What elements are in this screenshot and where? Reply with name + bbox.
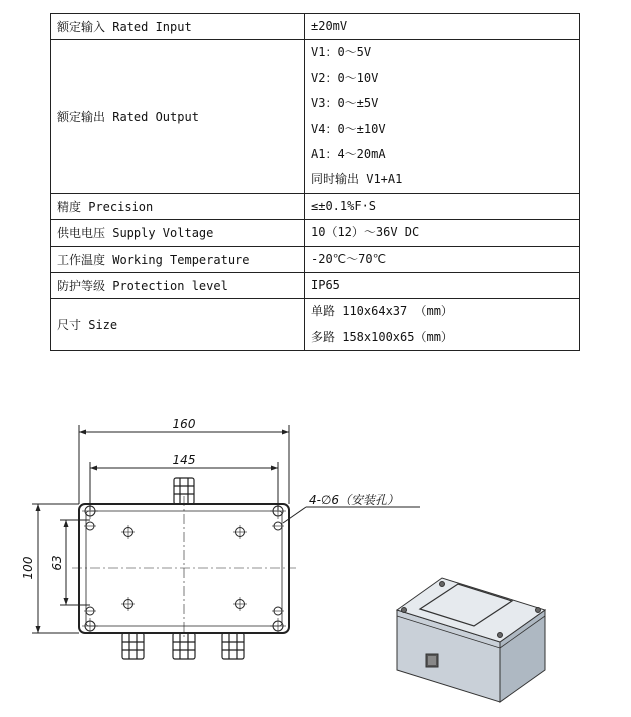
row-value: IP65 <box>311 278 340 293</box>
row-value: 多路 158x100x65（mm） <box>311 329 453 344</box>
dimension-lines <box>32 425 289 633</box>
dim-height-holes: 63 <box>50 555 64 571</box>
row-label: 防护等级 Protection level <box>51 273 305 299</box>
hole-note: 4-∅6（安装孔） <box>309 493 400 507</box>
hole-note-leader <box>283 507 420 523</box>
row-value: 单路 110x64x37 （mm） <box>311 304 453 319</box>
row-value: V4：0～±10V <box>311 121 386 136</box>
row-value: 同时输出 V1+A1 <box>311 172 403 187</box>
row-value: ±20mV <box>311 19 348 33</box>
row-label: 精度 Precision <box>51 193 305 219</box>
row-value: V3：0～±5V <box>311 96 379 111</box>
row-value: ≤±0.1%F·S <box>311 198 377 213</box>
dimension-arrows <box>36 430 290 634</box>
row-value: V1：0～5V <box>311 45 372 60</box>
enclosure-3d-view-icon <box>397 578 545 702</box>
table-row <box>51 14 580 40</box>
table-row <box>51 193 580 219</box>
table-row <box>51 246 580 272</box>
table-row <box>51 40 580 193</box>
row-label: 额定输出 Rated Output <box>51 40 305 193</box>
row-label: 供电电压 Supply Voltage <box>51 220 305 246</box>
dim-width-holes: 145 <box>172 453 196 467</box>
row-value: A1：4～20mA <box>311 147 386 162</box>
row-label: 额定输入 Rated Input <box>51 14 305 40</box>
enclosure-front-view-icon <box>72 496 296 640</box>
row-value: -20℃～70℃ <box>311 251 387 266</box>
bottom-cable-gland-icon <box>122 633 244 659</box>
row-label: 工作温度 Working Temperature <box>51 246 305 272</box>
row-value: V2：0～10V <box>311 70 379 85</box>
dim-height-total: 100 <box>21 556 35 580</box>
table-row <box>51 273 580 299</box>
dim-width-total: 160 <box>172 417 196 431</box>
row-value: 10（12）～36V DC <box>311 225 420 240</box>
dimension-drawing <box>0 380 631 717</box>
spec-table <box>50 13 580 351</box>
row-label: 尺寸 Size <box>51 299 305 351</box>
table-row <box>51 299 580 351</box>
table-row <box>51 220 580 246</box>
